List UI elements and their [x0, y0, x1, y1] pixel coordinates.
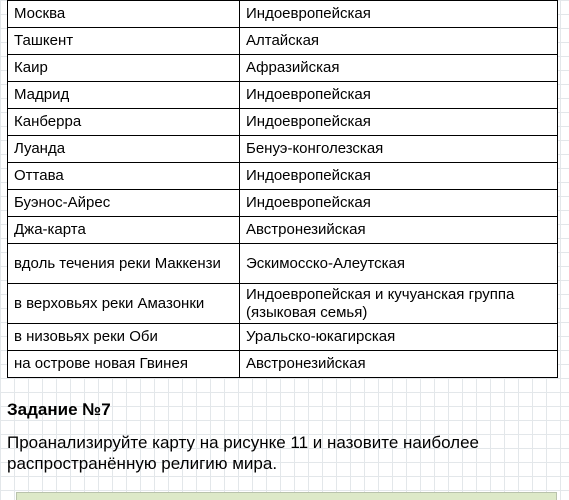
table-cell-place: в верховьях реки Амазонки	[8, 284, 240, 324]
table-row	[8, 1, 558, 28]
table-cell-family: Афразийская	[240, 55, 558, 82]
table-cell-family: Индоевропейская	[240, 1, 558, 28]
table-row	[8, 28, 558, 55]
table-cell-place: Каир	[8, 55, 240, 82]
table-cell-family: Уральско-юкагирская	[240, 324, 558, 351]
table-cell-family: Индоевропейская	[240, 82, 558, 109]
table-cell-place: в низовьях реки Оби	[8, 324, 240, 351]
table-row	[8, 109, 558, 136]
table-cell-place: Буэнос-Айрес	[8, 190, 240, 217]
table-row	[8, 324, 558, 351]
table-row	[8, 217, 558, 244]
table-row	[8, 136, 558, 163]
table-cell-family: Алтайская	[240, 28, 558, 55]
table-cell-place: Канберра	[8, 109, 240, 136]
table-cell-place: на острове новая Гвинея	[8, 351, 240, 378]
table-row	[8, 244, 558, 284]
map-image-edge	[16, 492, 557, 500]
table-cell-place: Джа-карта	[8, 217, 240, 244]
task-text: Проанализируйте карту на рисунке 11 и назовите наиболее распространённую религию мира.	[7, 433, 480, 473]
table-row	[8, 163, 558, 190]
table-cell-place: вдоль течения реки Маккензи	[8, 244, 240, 284]
table-cell-place: Луанда	[8, 136, 240, 163]
table-row	[8, 55, 558, 82]
table-cell-family: Индоевропейская	[240, 163, 558, 190]
table-row	[8, 284, 558, 324]
table-cell-family: Австронезийская	[240, 217, 558, 244]
table-cell-family: Австронезийская	[240, 351, 558, 378]
table-row	[8, 351, 558, 378]
language-family-table	[7, 0, 558, 378]
table-cell-place: Ташкент	[8, 28, 240, 55]
table-row	[8, 190, 558, 217]
table-cell-family: Индоевропейская	[240, 109, 558, 136]
table-cell-place: Москва	[8, 1, 240, 28]
task-heading: Задание №7	[7, 400, 111, 419]
table-cell-place: Мадрид	[8, 82, 240, 109]
table-cell-family: Индоевропейская	[240, 190, 558, 217]
table-row	[8, 82, 558, 109]
table-cell-place: Оттава	[8, 163, 240, 190]
table-cell-family: Эскимосско-Алеутская	[240, 244, 558, 284]
table-cell-family: Индоевропейская и кучуанская группа (языковая семья)	[240, 284, 558, 324]
language-table-container	[7, 0, 558, 378]
table-cell-family: Бенуэ-конголезская	[240, 136, 558, 163]
